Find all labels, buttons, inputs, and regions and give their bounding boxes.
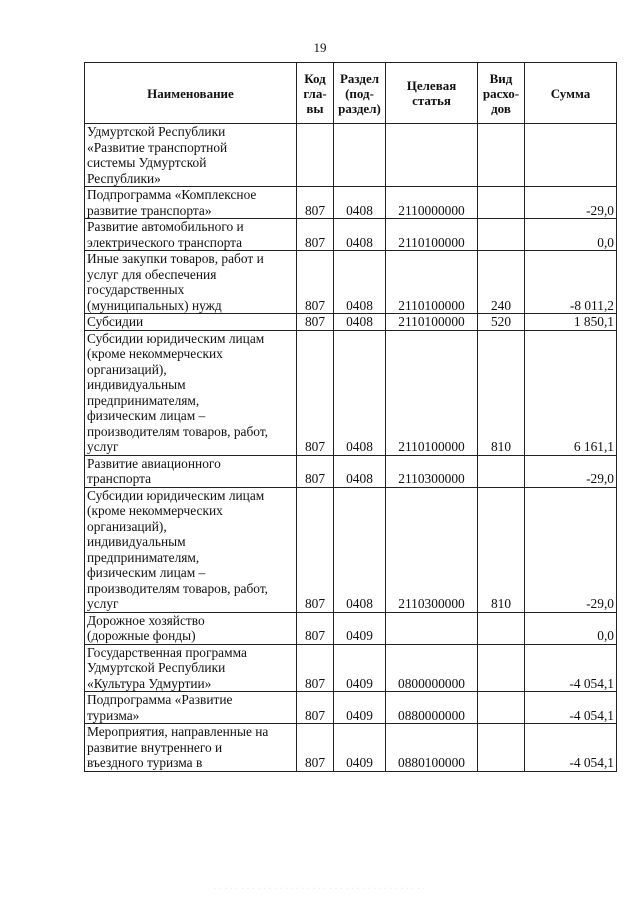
row-expense (478, 455, 525, 487)
row-sum: -29,0 (525, 455, 617, 487)
row-sum: 6 161,1 (525, 330, 617, 455)
row-section: 0408 (334, 251, 386, 314)
row-target (386, 612, 478, 644)
row-name: Подпрограмма «Комплексное развитие транспорта» (85, 187, 297, 219)
row-sum: -4 054,1 (525, 692, 617, 724)
table-header-row (85, 63, 617, 124)
row-target: 2110100000 (386, 314, 478, 331)
row-section: 0408 (334, 455, 386, 487)
row-name: Развитие автомобильного и электрического транспорта (85, 219, 297, 251)
row-target: 2110100000 (386, 219, 478, 251)
row-name: Субсидии юридическим лицам (кроме некоммерческих организаций), индивидуальным предпринимателям, физическим лицам – производителям товаров, работ, услуг (85, 487, 297, 612)
row-name: Дорожное хозяйство (дорожные фонды) (85, 612, 297, 644)
table-row (85, 330, 617, 455)
row-sum: -4 054,1 (525, 724, 617, 772)
scan-artifact: · · · · · · · · · · · · · · · · · · · · · · · · · · · · · · · · · · · · · · · (214, 886, 426, 892)
row-section (334, 124, 386, 187)
row-section: 0408 (334, 187, 386, 219)
row-chapter (297, 124, 334, 187)
row-section: 0409 (334, 612, 386, 644)
table-row (85, 644, 617, 692)
row-target: 0800000000 (386, 644, 478, 692)
row-target: 2110300000 (386, 487, 478, 612)
row-expense: 520 (478, 314, 525, 331)
row-chapter: 807 (297, 330, 334, 455)
table-row (85, 251, 617, 314)
row-section: 0408 (334, 487, 386, 612)
row-expense (478, 644, 525, 692)
row-section: 0409 (334, 692, 386, 724)
row-section: 0409 (334, 644, 386, 692)
row-expense (478, 692, 525, 724)
row-sum: -8 011,2 (525, 251, 617, 314)
header-sum: Сумма (525, 63, 617, 124)
header-expense: Вид расхо- дов (478, 63, 525, 124)
table-row (85, 724, 617, 772)
table-row (85, 612, 617, 644)
row-sum: -4 054,1 (525, 644, 617, 692)
row-sum: 0,0 (525, 612, 617, 644)
row-chapter: 807 (297, 219, 334, 251)
row-chapter: 807 (297, 612, 334, 644)
row-target (386, 124, 478, 187)
budget-table (84, 62, 617, 772)
row-expense: 240 (478, 251, 525, 314)
header-chapter: Код гла- вы (297, 63, 334, 124)
row-name: Субсидии юридическим лицам (кроме некоммерческих организаций), индивидуальным предпринимателям, физическим лицам – производителям товаров, работ, услуг (85, 330, 297, 455)
row-chapter: 807 (297, 487, 334, 612)
row-sum (525, 124, 617, 187)
table-row (85, 314, 617, 331)
row-sum: -29,0 (525, 487, 617, 612)
row-chapter: 807 (297, 692, 334, 724)
row-chapter: 807 (297, 251, 334, 314)
row-name: Мероприятия, направленные на развитие внутреннего и въездного туризма в (85, 724, 297, 772)
row-expense (478, 187, 525, 219)
row-chapter: 807 (297, 314, 334, 331)
row-section: 0409 (334, 724, 386, 772)
row-target: 0880000000 (386, 692, 478, 724)
table-row (85, 124, 617, 187)
row-expense (478, 219, 525, 251)
table-row (85, 487, 617, 612)
header-name: Наименование (85, 63, 297, 124)
page-number: 19 (313, 40, 327, 55)
row-name: Развитие авиационного транспорта (85, 455, 297, 487)
row-chapter: 807 (297, 455, 334, 487)
row-chapter: 807 (297, 724, 334, 772)
table-row (85, 455, 617, 487)
table-row (85, 692, 617, 724)
row-name: Иные закупки товаров, работ и услуг для обеспечения государственных (муниципальных) нужд (85, 251, 297, 314)
header-target: Целевая статья (386, 63, 478, 124)
row-target: 2110100000 (386, 251, 478, 314)
row-section: 0408 (334, 330, 386, 455)
row-name: Удмуртской Республики «Развитие транспортной системы Удмуртской Республики» (85, 124, 297, 187)
row-sum: 0,0 (525, 219, 617, 251)
row-chapter: 807 (297, 644, 334, 692)
row-target: 2110300000 (386, 455, 478, 487)
row-expense (478, 124, 525, 187)
table-row (85, 219, 617, 251)
row-expense: 810 (478, 330, 525, 455)
row-expense (478, 724, 525, 772)
row-section: 0408 (334, 219, 386, 251)
row-expense: 810 (478, 487, 525, 612)
row-name: Подпрограмма «Развитие туризма» (85, 692, 297, 724)
row-target: 0880100000 (386, 724, 478, 772)
row-expense (478, 612, 525, 644)
row-target: 2110100000 (386, 330, 478, 455)
row-sum: -29,0 (525, 187, 617, 219)
row-chapter: 807 (297, 187, 334, 219)
row-name: Субсидии (85, 314, 297, 331)
row-target: 2110000000 (386, 187, 478, 219)
header-section: Раздел (под- раздел) (334, 63, 386, 124)
table-row (85, 187, 617, 219)
row-sum: 1 850,1 (525, 314, 617, 331)
row-name: Государственная программа Удмуртской Республики «Культура Удмуртии» (85, 644, 297, 692)
row-section: 0408 (334, 314, 386, 331)
